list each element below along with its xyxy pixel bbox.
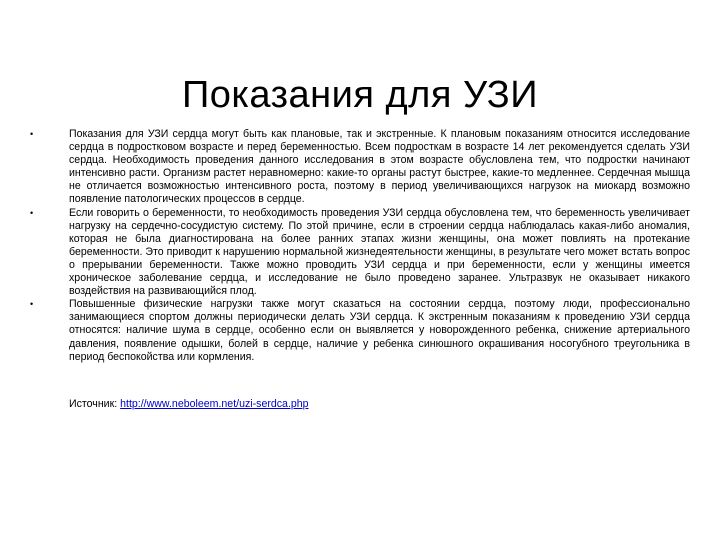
source-line bbox=[69, 398, 309, 411]
source-link[interactable]: http://www.neboleem.net/uzi-serdca.php bbox=[120, 398, 309, 410]
source-label: Источник: bbox=[69, 398, 121, 410]
bullet-item-indications bbox=[30, 128, 690, 207]
bullet-text: Если говорить о беременности, то необходимость проведения УЗИ сердца обусловлена тем, что беременность увеличивает нагрузку на сердечно-сосудистую систему. По этой причине, если в строении сердца наблюдалась какая-либо аномалия, которая не была диагностирована на более ранних этапах жизни женщины, она может повлиять на протекание беременности. Это приводит к нарушению нормальной жизнедеятельности женщины, в результате чего может встать вопрос о прерывании беременности. Также можно проводить УЗИ сердца и при беременности, если у женщины имеется хроническое заболевание сердца, и исследование не было проведено заранее. Ультразвук не оказывает никакого воздействия на развивающийся плод. bbox=[69, 206, 690, 298]
bullet-dot-icon: • bbox=[30, 207, 34, 218]
bullet-dot-icon: • bbox=[30, 299, 34, 310]
bullet-text: Повышенные физические нагрузки также могут сказаться на состоянии сердца, поэтому люди, профессионально занимающиеся спортом должны периодически делать УЗИ сердца. К экстренным показаниям к проведению УЗИ сердца относятся: наличие шума в сердце, особенно если он выявляется у новорожденного ребенка, снижение артериального давления, появление одышки, болей в сердце, наличие у ребенка синюшного окрашивания носогубного треугольника в период беспокойства или кормления. bbox=[69, 298, 690, 363]
bullet-item-pregnancy bbox=[30, 207, 690, 299]
bullet-list bbox=[30, 128, 690, 364]
slide-title: Показания для УЗИ bbox=[181, 74, 539, 117]
bullet-dot-icon: • bbox=[30, 129, 34, 139]
bullet-text: Показания для УЗИ сердца могут быть как плановые, так и экстренные. К плановым показаниям относится исследование сердца в подростковом возрасте и перед беременностью. Всем подросткам в возрасте 14 лет рекомендуется сделать УЗИ сердца. Необходимость проведения данного исследования в этом возрасте обусловлена тем, что подростки начинают интенсивно расти. Организм растет неравномерно: какие-то органы растут быстрее, какие-то медленнее. Сердечная мышца не отличается возможностью интенсивного роста, поэтому в период увеличивающихся нагрузок на миокард возможно появление патологических процессов в сердце. bbox=[69, 128, 690, 206]
bullet-item-sport bbox=[30, 298, 690, 363]
